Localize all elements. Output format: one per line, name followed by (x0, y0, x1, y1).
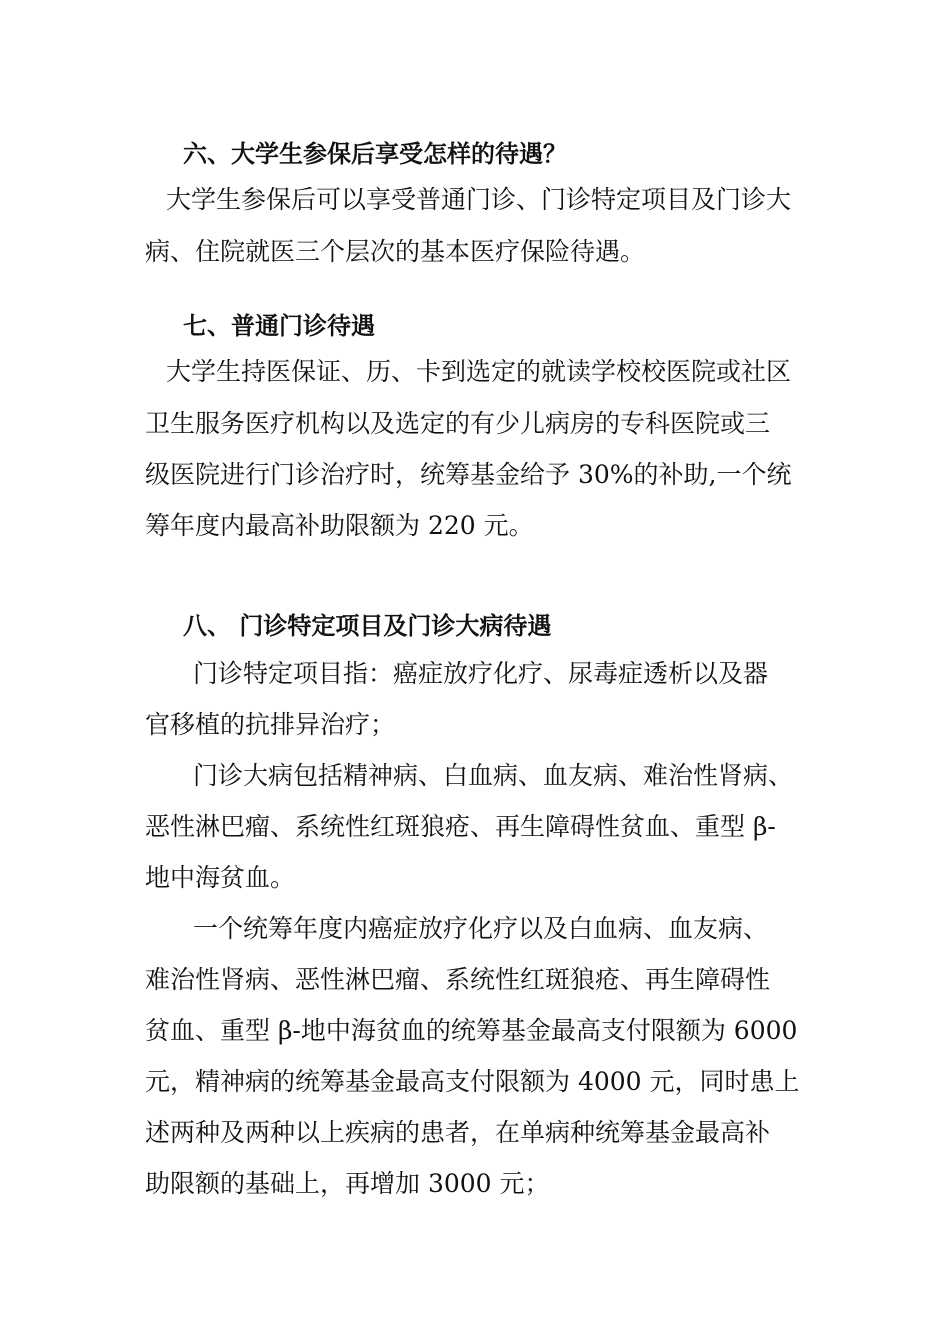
section-8-paragraph-line: 官移植的抗排异治疗； (145, 710, 396, 739)
section-7-paragraph-line: 筹年度内最高补助限额为 220 元。 (145, 511, 534, 540)
section-8-paragraph-line: 门诊大病包括精神病、白血病、血友病、难治性肾病、 (193, 761, 794, 790)
section-8-heading: 八、 门诊特定项目及门诊大病待遇 (183, 612, 552, 640)
section-8-paragraph-line: 恶性淋巴瘤、系统性红斑狼疮、再生障碍性贫血、重型 β- (145, 812, 776, 841)
section-7-paragraph-line: 卫生服务医疗机构以及选定的有少儿病房的专科医院或三 (145, 409, 771, 438)
section-8-paragraph-line: 难治性肾病、恶性淋巴瘤、系统性红斑狼疮、再生障碍性 (145, 965, 771, 994)
section-7-paragraph-line: 级医院进行门诊治疗时，统筹基金给予 30%的补助,一个统 (145, 460, 792, 489)
section-6-paragraph-line: 病、住院就医三个层次的基本医疗保险待遇。 (145, 237, 646, 266)
section-7-paragraph-line: 大学生持医保证、历、卡到选定的就读学校校医院或社区 (166, 357, 792, 386)
section-6-heading: 六、大学生参保后享受怎样的待遇？ (183, 140, 567, 168)
section-8-paragraph-line: 述两种及两种以上疾病的患者，在单病种统筹基金最高补 (145, 1118, 771, 1147)
section-8-paragraph-line: 助限额的基础上，再增加 3000 元； (145, 1169, 550, 1198)
section-6-paragraph-line: 大学生参保后可以享受普通门诊、门诊特定项目及门诊大 (166, 185, 792, 214)
section-8-paragraph-line: 元，精神病的统筹基金最高支付限额为 4000 元，同时患上 (145, 1067, 800, 1096)
section-8-paragraph-line: 门诊特定项目指：癌症放疗化疗、尿毒症透析以及器 (193, 659, 769, 688)
section-8-paragraph-line: 地中海贫血。 (145, 863, 296, 892)
section-8-paragraph-line: 贫血、重型 β-地中海贫血的统筹基金最高支付限额为 6000 (145, 1016, 798, 1045)
section-8-paragraph-line: 一个统筹年度内癌症放疗化疗以及白血病、血友病、 (193, 914, 769, 943)
section-7-heading: 七、普通门诊待遇 (183, 312, 375, 340)
